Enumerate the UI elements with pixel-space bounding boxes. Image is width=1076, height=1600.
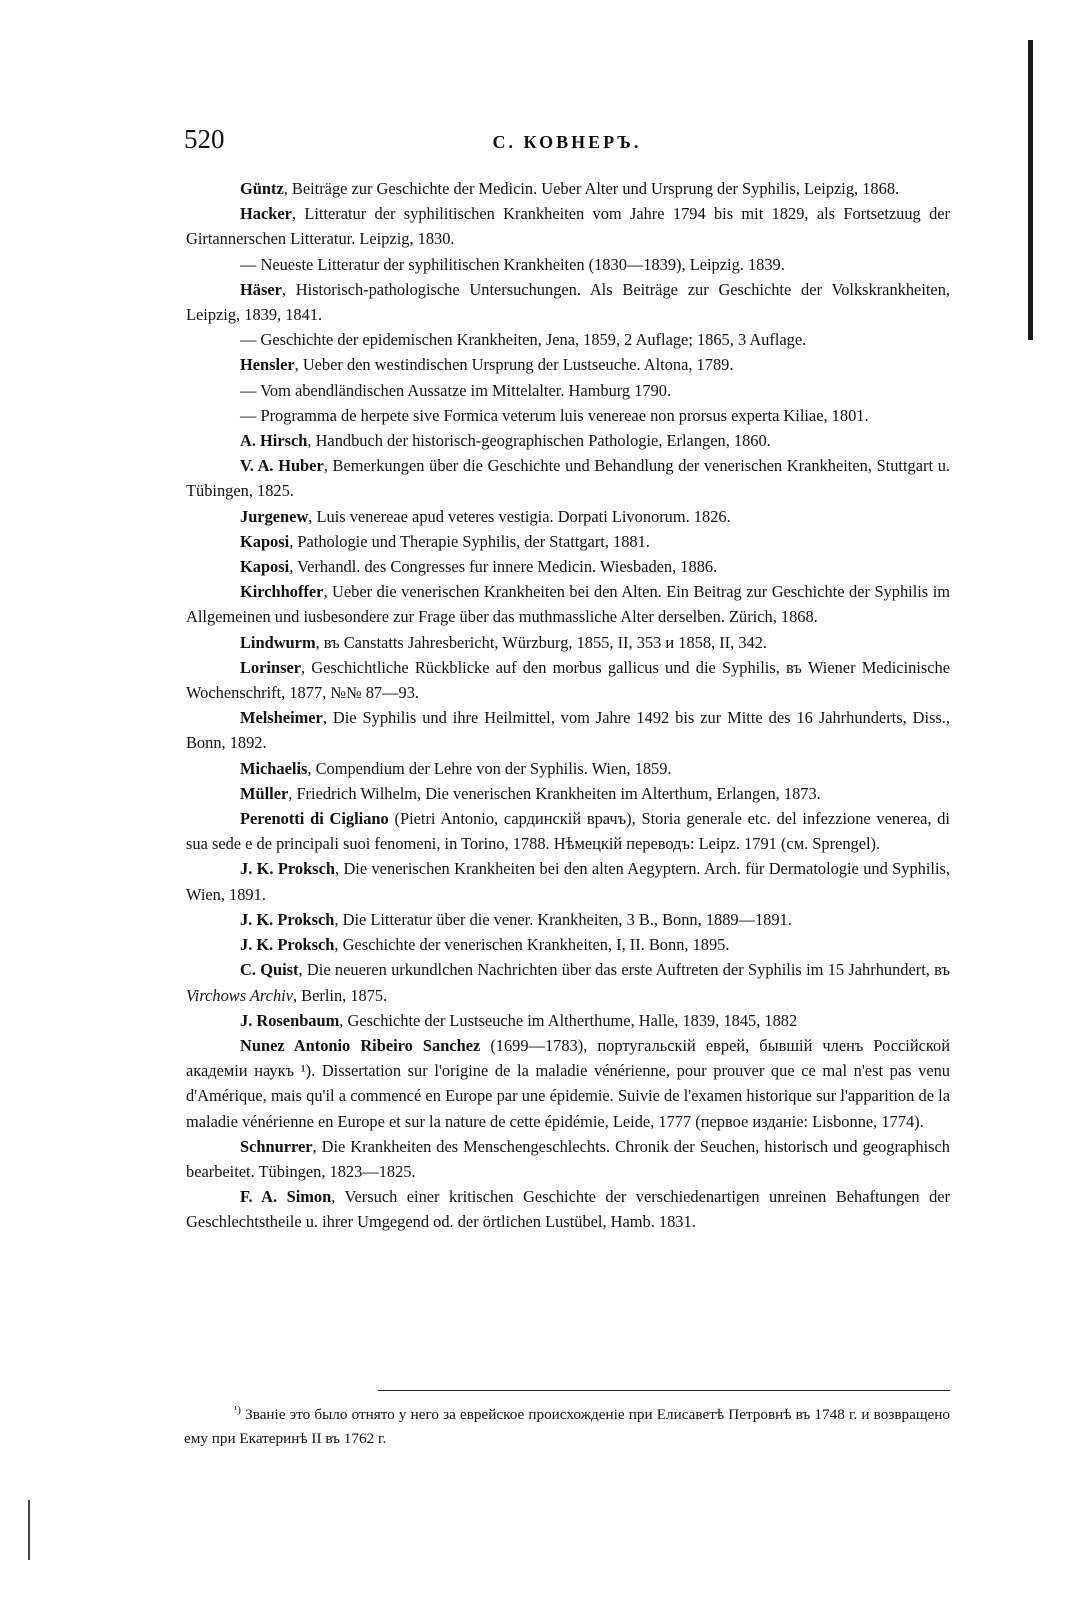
footnote xyxy=(184,1398,950,1451)
footnote-mark: ¹) xyxy=(234,1404,241,1416)
entry-text: , Geschichte der venerischen Krankheiten, I, II. Bonn, 1895. xyxy=(334,935,730,955)
scan-edge-mark xyxy=(1028,40,1033,340)
entry-text: , Friedrich Wilhelm, Die venerischen Krankheiten im Alterthum, Erlangen, 1873. xyxy=(288,783,821,803)
entry-text: , Versuch einer kritischen Geschichte der verschiedenartigen unreinen Behaftungen der Geschlechtstheile u. ihrer Umgegend od. der örtlichen Lustübel, Hamb. 1831. xyxy=(186,1187,950,1232)
bibliography-entry xyxy=(186,856,950,906)
bibliography-entry xyxy=(186,252,950,277)
bibliography-entry xyxy=(186,378,950,403)
page-header xyxy=(184,122,950,162)
bibliography-entry xyxy=(186,705,950,755)
entry-text: , въ Canstatts Jahresbericht, Würzburg, 1855, II, 353 и 1858, II, 342. xyxy=(315,632,768,652)
entry-text: , Ueber den westindischen Ursprung der Lustseuche. Altona, 1789. xyxy=(294,355,734,375)
scan-edge-mark-left xyxy=(28,1500,30,1560)
entry-text: , Die neueren urkundlchen Nachrichten über das erste Auftreten der Syphilis im 15 Jahrhundert, въ xyxy=(298,960,950,980)
entry-text: , Handbuch der historisch-geographischen Pathologie, Erlangen, 1860. xyxy=(307,431,771,451)
bibliography-entry xyxy=(186,504,950,529)
entry-text: , Luis venereae apud veteres vestigia. Dorpati Livonorum. 1826. xyxy=(308,506,731,526)
bibliography-entry xyxy=(186,806,950,856)
bibliography-entry xyxy=(186,201,950,251)
bibliography-entry xyxy=(186,403,950,428)
bibliography-entry xyxy=(186,554,950,579)
bibliography-entry xyxy=(186,907,950,932)
bibliography-entry xyxy=(186,1134,950,1184)
bibliography-entry xyxy=(186,1184,950,1234)
bibliography-list xyxy=(186,176,950,1235)
page-number: 520 xyxy=(184,124,225,154)
entry-text: — Programma de herpete sive Formica veterum luis venereae non prorsus experta Kiliae, 1801. xyxy=(240,405,869,425)
entry-text: , Bemerkungen über die Geschichte und Behandlung der venerischen Krankheiten, Stuttgart u. Tübingen, 1825. xyxy=(186,456,950,501)
bibliography-entry xyxy=(186,453,950,503)
author-name: Güntz xyxy=(240,179,284,198)
entry-text: , Compendium der Lehre von der Syphilis. Wien, 1859. xyxy=(307,758,672,778)
author-name: Kaposi xyxy=(240,531,290,551)
bibliography-entry xyxy=(186,428,950,453)
entry-text: , Verhandl. des Congresses fur innere Medicin. Wiesbaden, 1886. xyxy=(289,557,718,577)
author-name: C. Quist xyxy=(240,960,299,980)
author-name: Melsheimer xyxy=(240,708,323,728)
footnote-text: Званіе это было отнято у него за еврейское происхожденіе при Елисаветѣ Петровнѣ въ 1748 г. и возвращено ему при Екатеринѣ II въ 1762 г. xyxy=(184,1406,950,1448)
author-name: Jurgenew xyxy=(240,506,309,526)
bibliography-entry xyxy=(186,756,950,781)
author-name: Lindwurm xyxy=(240,632,316,652)
entry-text: — Geschichte der epidemischen Krankheiten, Jena, 1859, 2 Auflage; 1865, 3 Auflage. xyxy=(240,330,807,350)
entry-text: , Die Litteratur über die vener. Krankheiten, 3 B., Bonn, 1889—1891. xyxy=(334,909,792,929)
bibliography-entry xyxy=(186,352,950,377)
author-name: J. K. Proksch xyxy=(240,859,335,879)
author-name: F. A. Simon xyxy=(240,1187,332,1207)
author-name: Kirchhoffer xyxy=(240,582,324,602)
author-name: Hensler xyxy=(240,355,295,375)
entry-text: , Die Syphilis und ihre Heilmittel, vom Jahre 1492 bis zur Mitte des 16 Jahrhunderts, Diss., Bonn, 1892. xyxy=(186,708,950,753)
author-name: Lorinser xyxy=(240,657,302,677)
entry-text: , Die venerischen Krankheiten bei den alten Aegyptern. Arch. für Dermatologie und Syphilis, Wien, 1891. xyxy=(186,859,951,904)
bibliography-entry xyxy=(186,630,950,655)
author-name: Häser xyxy=(240,279,282,299)
bibliography-entry xyxy=(186,176,950,201)
journal-title: Virchows Archiv xyxy=(186,985,293,1005)
author-name: Perenotti di Cigliano xyxy=(240,809,389,829)
entry-text-after: , Berlin, 1875. xyxy=(292,985,388,1005)
author-name: Nunez Antonio Ribeiro Sanchez xyxy=(240,1035,481,1055)
bibliography-entry xyxy=(186,1008,950,1033)
author-name: Kaposi xyxy=(240,557,290,577)
entry-text: , Beiträge zur Geschichte der Medicin. Ueber Alter und Ursprung der Syphilis, Leipzig, 1868. xyxy=(283,179,900,198)
author-name: J. K. Proksch xyxy=(240,935,335,955)
entry-text: — Vom abendländischen Aussatze im Mittelalter. Hamburg 1790. xyxy=(240,380,672,400)
entry-text: , Historisch-pathologische Untersuchungen. Als Beiträge zur Geschichte der Volkskrankheiten, Leipzig, 1839, 1841. xyxy=(186,279,950,325)
entry-text: — Neueste Litteratur der syphilitischen Krankheiten (1830—1839), Leipzig. 1839. xyxy=(240,254,785,274)
entry-text: , Geschichte der Lustseuche im Altherthume, Halle, 1839, 1845, 1882 xyxy=(339,1010,798,1030)
bibliography-entry xyxy=(186,277,950,327)
footnote-separator xyxy=(378,1390,950,1391)
entry-text: (Pietri Antonio, сардинскій врачъ), Storia generale etc. del infezzione venerea, di sua sede e de principali suoi fenomeni, in Torino, 1788. Нѣмецкій переводъ: Leipz. 1791 (см. Sprengel). xyxy=(186,809,950,854)
author-name: Hacker xyxy=(240,204,292,224)
entry-text: , Pathologie und Therapie Syphilis, der Stattgart, 1881. xyxy=(289,531,650,551)
author-name: J. K. Proksch xyxy=(240,909,335,929)
bibliography-entry xyxy=(186,579,950,629)
author-name: Schnurrer xyxy=(240,1136,313,1156)
author-name: V. A. Huber xyxy=(240,456,324,476)
author-name: Michaelis xyxy=(240,758,308,778)
bibliography-entry xyxy=(186,327,950,352)
entry-text: , Geschichtliche Rückblicke auf den morbus gallicus und die Syphilis, въ Wiener Medicinische Wochenschrift, 1877, №№ 87—93. xyxy=(186,657,950,703)
bibliography-entry xyxy=(186,529,950,554)
author-name: A. Hirsch xyxy=(240,431,308,451)
entry-text: , Ueber die venerischen Krankheiten bei den Alten. Ein Beitrag zur Geschichte der Syphilis im Allgemeinen und iusbesondere zur Frage über das muthmassliche Alter derselben. Zürich, 1868. xyxy=(186,582,950,627)
author-name: Müller xyxy=(240,783,289,803)
running-head: С. КОВНЕРЪ. xyxy=(492,132,642,152)
bibliography-entry xyxy=(186,781,950,806)
bibliography-entry xyxy=(186,957,950,1007)
entry-text: , Litteratur der syphilitischen Krankheiten vom Jahre 1794 bis mit 1829, als Fortsetzuug der Girtannerschen Litteratur. Leipzig, 1830. xyxy=(186,204,950,249)
bibliography-entry xyxy=(186,655,950,705)
entry-text: (1699—1783), португальскій еврей, бывшій членъ Россійской академіи наукъ ¹). Dissertation sur l'origine de la maladie vénérienne, pour prouver que ce mal n'est pas venu d'Amérique, mais qu'il a commencé en Europe par une épidemie. Suivie de l'examen historique sur l'apparition de la maladie vénérienne en Europe et sur la nature de cette épidémie, Leide, 1777 (первое изданіе: Lisbonne, 1774). xyxy=(186,1035,950,1131)
bibliography-entry xyxy=(186,932,950,957)
entry-text: , Die Krankheiten des Menschengeschlechts. Chronik der Seuchen, historisch und geographisch bearbeitet. Tübingen, 1823—1825. xyxy=(186,1136,950,1181)
bibliography-entry xyxy=(186,1033,950,1134)
author-name: J. Rosenbaum xyxy=(240,1010,340,1030)
